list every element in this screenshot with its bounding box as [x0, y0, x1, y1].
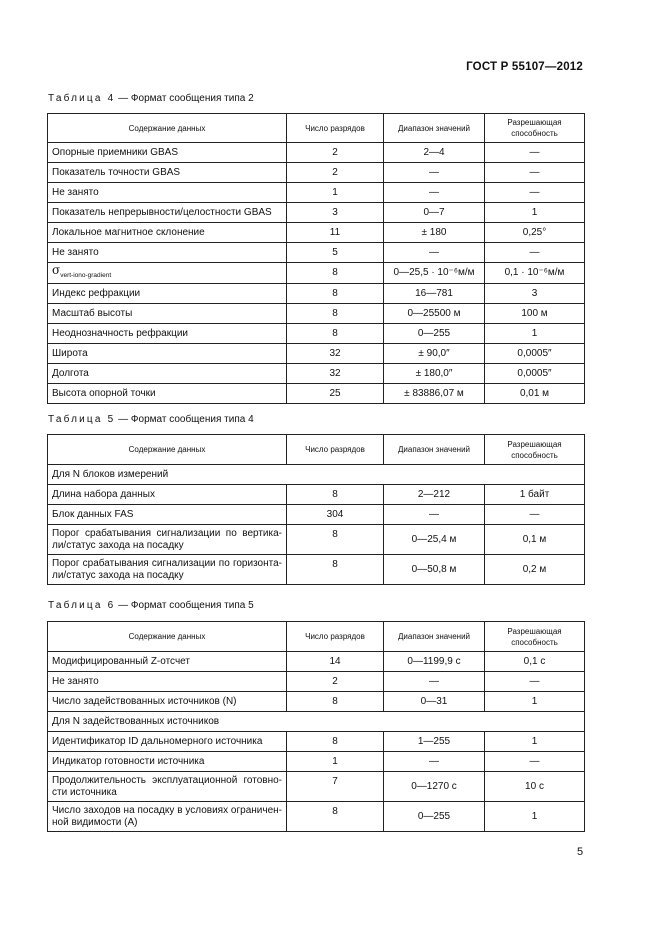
cell-content: Порог срабатывания сигнализации по вертика-ли/статус захода на посадку — [48, 525, 287, 555]
cell-bits: 2 — [287, 672, 384, 692]
cell-resolution: — — [485, 183, 585, 203]
table5 — [47, 434, 585, 585]
header-range: Диапазон значений — [384, 622, 485, 652]
cell-content: Опорные приемники GBAS — [48, 143, 287, 163]
table4-caption-text: — Формат сообщения типа 2 — [118, 93, 254, 104]
header-content: Содержание данных — [48, 622, 287, 652]
cell-bits: 8 — [287, 555, 384, 585]
cell-content: Неоднозначность рефракции — [48, 324, 287, 344]
cell-range: 1—255 — [384, 732, 485, 752]
cell-range: — — [384, 672, 485, 692]
cell-content: Не занято — [48, 243, 287, 263]
header-resolution: Разрешающая способность — [485, 435, 585, 465]
cell-resolution: 0,0005″ — [485, 364, 585, 384]
cell-resolution: 0,1 · 10⁻⁶м/м — [485, 263, 585, 284]
table-row — [48, 772, 585, 802]
table-group-row — [48, 465, 585, 485]
header-resolution: Разрешающая способность — [485, 114, 585, 143]
cell-bits: 8 — [287, 802, 384, 832]
cell-content: Не занято — [48, 183, 287, 203]
cell-content: Долгота — [48, 364, 287, 384]
table-row — [48, 143, 585, 163]
table-row — [48, 163, 585, 183]
cell-resolution: — — [485, 163, 585, 183]
cell-resolution: 0,25° — [485, 223, 585, 243]
cell-resolution: 1 — [485, 802, 585, 832]
cell-bits: 8 — [287, 324, 384, 344]
cell-range: — — [384, 163, 485, 183]
cell-bits: 304 — [287, 505, 384, 525]
cell-range: 0—25500 м — [384, 304, 485, 324]
cell-bits: 8 — [287, 732, 384, 752]
cell-bits: 8 — [287, 304, 384, 324]
table-row — [48, 752, 585, 772]
table-row — [48, 203, 585, 223]
table-row — [48, 555, 585, 585]
cell-bits: 8 — [287, 263, 384, 284]
cell-resolution: 10 с — [485, 772, 585, 802]
cell-range: 0—1199,9 с — [384, 652, 485, 672]
table-header-row — [48, 435, 585, 465]
table4 — [47, 113, 585, 404]
document-standard-number: ГОСТ Р 55107—2012 — [466, 61, 583, 73]
table-row — [48, 243, 585, 263]
group-label: Для N задействованных источников — [48, 712, 585, 732]
cell-content: Высота опорной точки — [48, 384, 287, 404]
table6-caption-label: Таблица 6 — [48, 600, 116, 611]
cell-bits: 1 — [287, 752, 384, 772]
cell-resolution: 1 — [485, 692, 585, 712]
table6-caption-text: — Формат сообщения типа 5 — [118, 600, 254, 611]
cell-range: — — [384, 243, 485, 263]
table-row — [48, 364, 585, 384]
cell-bits: 14 — [287, 652, 384, 672]
cell-resolution: 0,1 с — [485, 652, 585, 672]
cell-content: Число заходов на посадку в условиях ограничен-ной видимости (А) — [48, 802, 287, 832]
cell-content: Широта — [48, 344, 287, 364]
cell-range: 0—255 — [384, 324, 485, 344]
cell-content: Продолжительность эксплуатационной готовно-сти источника — [48, 772, 287, 802]
cell-content: Не занято — [48, 672, 287, 692]
cell-content — [48, 263, 287, 284]
cell-range: ± 180,0″ — [384, 364, 485, 384]
cell-bits: 8 — [287, 284, 384, 304]
header-bits: Число разрядов — [287, 622, 384, 652]
table-row — [48, 505, 585, 525]
cell-resolution: — — [485, 243, 585, 263]
cell-content: Порог срабатывания сигнализации по горизонта-ли/статус захода на посадку — [48, 555, 287, 585]
cell-resolution: 0,0005″ — [485, 344, 585, 364]
table-row — [48, 672, 585, 692]
group-label: Для N блоков измерений — [48, 465, 585, 485]
table-row — [48, 284, 585, 304]
table-row — [48, 223, 585, 243]
cell-bits: 2 — [287, 143, 384, 163]
table6 — [47, 621, 585, 832]
sigma-subscript: vert-iono-gradient — [60, 272, 112, 279]
cell-content: Индикатор готовности источника — [48, 752, 287, 772]
cell-range: — — [384, 752, 485, 772]
cell-content: Масштаб высоты — [48, 304, 287, 324]
cell-resolution: 1 — [485, 324, 585, 344]
table5-caption-text: — Формат сообщения типа 4 — [118, 414, 254, 425]
table-row — [48, 304, 585, 324]
header-bits: Число разрядов — [287, 435, 384, 465]
table-row — [48, 732, 585, 752]
cell-content: Показатель непрерывности/целостности GBAS — [48, 203, 287, 223]
cell-resolution: 100 м — [485, 304, 585, 324]
cell-content: Индекс рефракции — [48, 284, 287, 304]
cell-bits: 1 — [287, 183, 384, 203]
table5-caption — [48, 414, 254, 425]
cell-range: ± 83886,07 м — [384, 384, 485, 404]
header-resolution: Разрешающая способность — [485, 622, 585, 652]
cell-resolution: 0,2 м — [485, 555, 585, 585]
table-row — [48, 692, 585, 712]
cell-range: 2—4 — [384, 143, 485, 163]
header-bits: Число разрядов — [287, 114, 384, 143]
cell-content: Длина набора данных — [48, 485, 287, 505]
cell-bits: 25 — [287, 384, 384, 404]
table-row — [48, 183, 585, 203]
cell-content: Число задействованных источников (N) — [48, 692, 287, 712]
table-row — [48, 485, 585, 505]
table-group-row — [48, 712, 585, 732]
cell-resolution: — — [485, 752, 585, 772]
cell-resolution: 0,1 м — [485, 525, 585, 555]
cell-range: ± 90,0″ — [384, 344, 485, 364]
cell-bits: 32 — [287, 364, 384, 384]
sigma-symbol: σ — [52, 263, 61, 277]
page-number: 5 — [577, 846, 584, 858]
cell-content: Блок данных FAS — [48, 505, 287, 525]
cell-content: Модифицированный Z-отсчет — [48, 652, 287, 672]
cell-resolution: — — [485, 672, 585, 692]
table-row — [48, 384, 585, 404]
cell-range: ± 180 — [384, 223, 485, 243]
cell-content: Локальное магнитное склонение — [48, 223, 287, 243]
cell-range: 2—212 — [384, 485, 485, 505]
cell-range: 0—1270 с — [384, 772, 485, 802]
table4-caption-label: Таблица 4 — [48, 93, 116, 104]
cell-range: — — [384, 505, 485, 525]
table-row — [48, 802, 585, 832]
cell-range: 0—255 — [384, 802, 485, 832]
table-header-row — [48, 114, 585, 143]
header-content: Содержание данных — [48, 435, 287, 465]
cell-content: Показатель точности GBAS — [48, 163, 287, 183]
cell-range: 0—7 — [384, 203, 485, 223]
cell-range: 0—50,8 м — [384, 555, 485, 585]
cell-resolution: — — [485, 505, 585, 525]
cell-bits: 5 — [287, 243, 384, 263]
table-row — [48, 344, 585, 364]
cell-resolution: 0,01 м — [485, 384, 585, 404]
header-content: Содержание данных — [48, 114, 287, 143]
cell-bits: 7 — [287, 772, 384, 802]
table-header-row — [48, 622, 585, 652]
table6-caption — [48, 600, 254, 611]
header-range: Диапазон значений — [384, 114, 485, 143]
table-row — [48, 652, 585, 672]
cell-resolution: 1 — [485, 203, 585, 223]
cell-bits: 8 — [287, 485, 384, 505]
cell-range: — — [384, 183, 485, 203]
cell-bits: 3 — [287, 203, 384, 223]
cell-resolution: 1 — [485, 732, 585, 752]
cell-range: 0—31 — [384, 692, 485, 712]
cell-range: 0—25,5 · 10⁻⁶м/м — [384, 263, 485, 284]
cell-resolution: 1 байт — [485, 485, 585, 505]
cell-bits: 32 — [287, 344, 384, 364]
cell-bits: 8 — [287, 692, 384, 712]
cell-range: 16—781 — [384, 284, 485, 304]
cell-bits: 2 — [287, 163, 384, 183]
table4-caption — [48, 93, 254, 104]
cell-bits: 8 — [287, 525, 384, 555]
cell-range: 0—25,4 м — [384, 525, 485, 555]
header-range: Диапазон значений — [384, 435, 485, 465]
cell-content: Идентификатор ID дальномерного источника — [48, 732, 287, 752]
cell-resolution: — — [485, 143, 585, 163]
table-row — [48, 324, 585, 344]
table-row — [48, 525, 585, 555]
table-row — [48, 263, 585, 284]
cell-resolution: 3 — [485, 284, 585, 304]
table5-caption-label: Таблица 5 — [48, 414, 116, 425]
cell-bits: 11 — [287, 223, 384, 243]
